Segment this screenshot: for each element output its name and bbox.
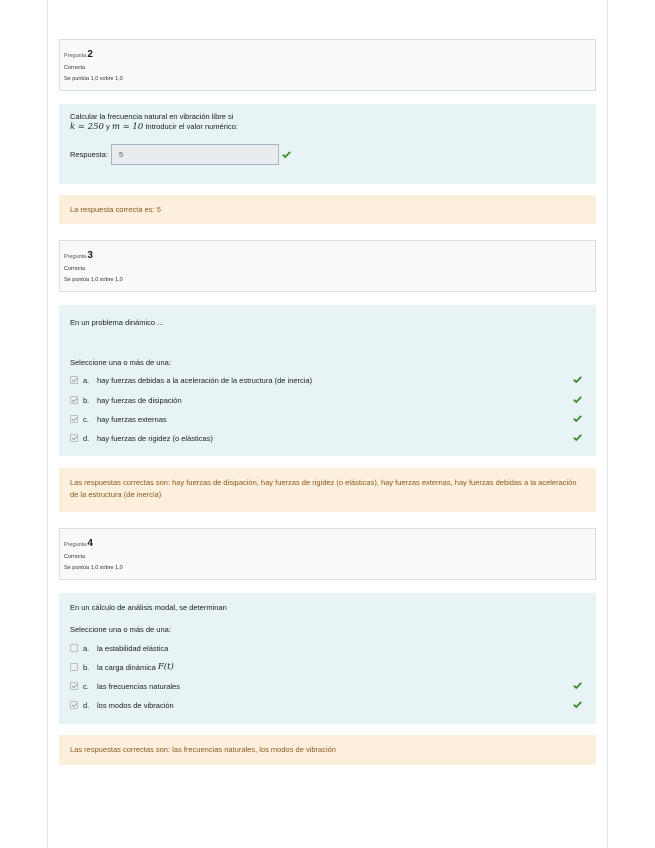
correct-check-icon — [573, 701, 582, 708]
question-3-content — [59, 305, 596, 456]
checkbox[interactable] — [70, 701, 78, 709]
correct-check-icon — [573, 682, 582, 689]
checkbox[interactable] — [70, 682, 78, 690]
correct-check-icon — [282, 151, 291, 158]
question-2-content — [59, 104, 596, 184]
option-text: los modos de vibración — [97, 700, 174, 710]
question-4-feedback: Las respuestas correctas son: las frecuencias naturales, los modos de vibración — [59, 735, 596, 765]
answer-option-a[interactable] — [70, 373, 582, 387]
question-text-tail: Introducir el valor numérico: — [145, 122, 238, 131]
math-f-of-t: F(t) — [157, 662, 174, 672]
question-number: 2 — [87, 49, 93, 60]
question-state: Correcta — [64, 65, 86, 71]
question-2-info — [59, 39, 596, 91]
question-text-line1: Calcular la frecuencia natural en vibración libre si — [70, 112, 234, 121]
option-text: la estabilidad elástica — [97, 643, 169, 653]
correct-check-icon — [573, 434, 582, 441]
answer-label: Respuesta: — [70, 150, 108, 159]
question-2-feedback: La respuesta correcta es: 5 — [59, 195, 596, 224]
math-m: m = 10 — [111, 122, 144, 132]
answer-row — [70, 144, 585, 165]
checkbox[interactable] — [70, 434, 78, 442]
question-text — [70, 112, 585, 132]
question-text: En un problema dinámico ... — [70, 318, 164, 327]
correct-check-icon — [573, 376, 582, 383]
answer-input[interactable]: 5 — [111, 144, 279, 165]
option-text: hay fuerzas de rigidez (o elásticas) — [97, 433, 213, 443]
option-letter: d. — [83, 700, 90, 710]
question-4-content — [59, 593, 596, 724]
option-letter: b. — [83, 395, 90, 405]
correct-check-icon — [573, 415, 582, 422]
answer-option-d[interactable] — [70, 431, 582, 445]
option-letter: c. — [83, 681, 89, 691]
question-number: 3 — [87, 250, 93, 261]
question-number: 4 — [87, 538, 93, 549]
option-text: hay fuerzas de disipación — [97, 395, 182, 405]
option-letter: c. — [83, 414, 89, 424]
answer-option-b[interactable] — [70, 393, 582, 407]
question-grade: Se puntúa 1,0 sobre 1,0 — [64, 277, 123, 283]
answer-option-d[interactable] — [70, 698, 582, 712]
answer-prompt: Seleccione una o más de una: — [70, 358, 171, 367]
question-text: En un cálculo de análisis modal, se determinan — [70, 603, 227, 612]
question-4-info — [59, 528, 596, 580]
option-letter: b. — [83, 662, 90, 672]
checkbox[interactable] — [70, 663, 78, 671]
question-grade: Se puntúa 1,0 sobre 1,0 — [64, 565, 123, 571]
option-letter: d. — [83, 433, 90, 443]
question-state: Correcta — [64, 266, 86, 272]
correct-check-icon — [573, 396, 582, 403]
option-letter: a. — [83, 375, 90, 385]
question-grade: Se puntúa 1,0 sobre 1,0 — [64, 76, 123, 82]
answer-option-a[interactable] — [70, 641, 582, 655]
answer-option-b[interactable] — [70, 660, 582, 674]
answer-option-c[interactable] — [70, 412, 582, 426]
question-label: Pregunta — [64, 254, 87, 260]
question-3-info — [59, 240, 596, 292]
checkbox[interactable] — [70, 376, 78, 384]
option-text: hay fuerzas debidas a la aceleración de la estructura (de inercia) — [97, 375, 313, 385]
question-label: Pregunta — [64, 542, 87, 548]
answer-option-c[interactable] — [70, 679, 582, 693]
math-k: k = 250 — [70, 122, 104, 132]
checkbox[interactable] — [70, 644, 78, 652]
option-text: hay fuerzas externas — [97, 414, 167, 424]
option-letter: a. — [83, 643, 90, 653]
checkbox[interactable] — [70, 396, 78, 404]
joiner: y — [106, 122, 110, 131]
question-state: Correcta — [64, 554, 86, 560]
option-text: la carga dinámica — [97, 662, 156, 672]
option-text: las frecuencias naturales — [97, 681, 180, 691]
answer-prompt: Seleccione una o más de una: — [70, 625, 171, 634]
question-label: Pregunta — [64, 53, 87, 59]
question-3-feedback: Las respuestas correctas son: hay fuerzas de disipación, hay fuerzas de rigidez (o elásticas), hay fuerzas externas, hay fuerzas debidas a la aceleración de la estructura (de inercia) — [59, 468, 596, 512]
checkbox[interactable] — [70, 415, 78, 423]
